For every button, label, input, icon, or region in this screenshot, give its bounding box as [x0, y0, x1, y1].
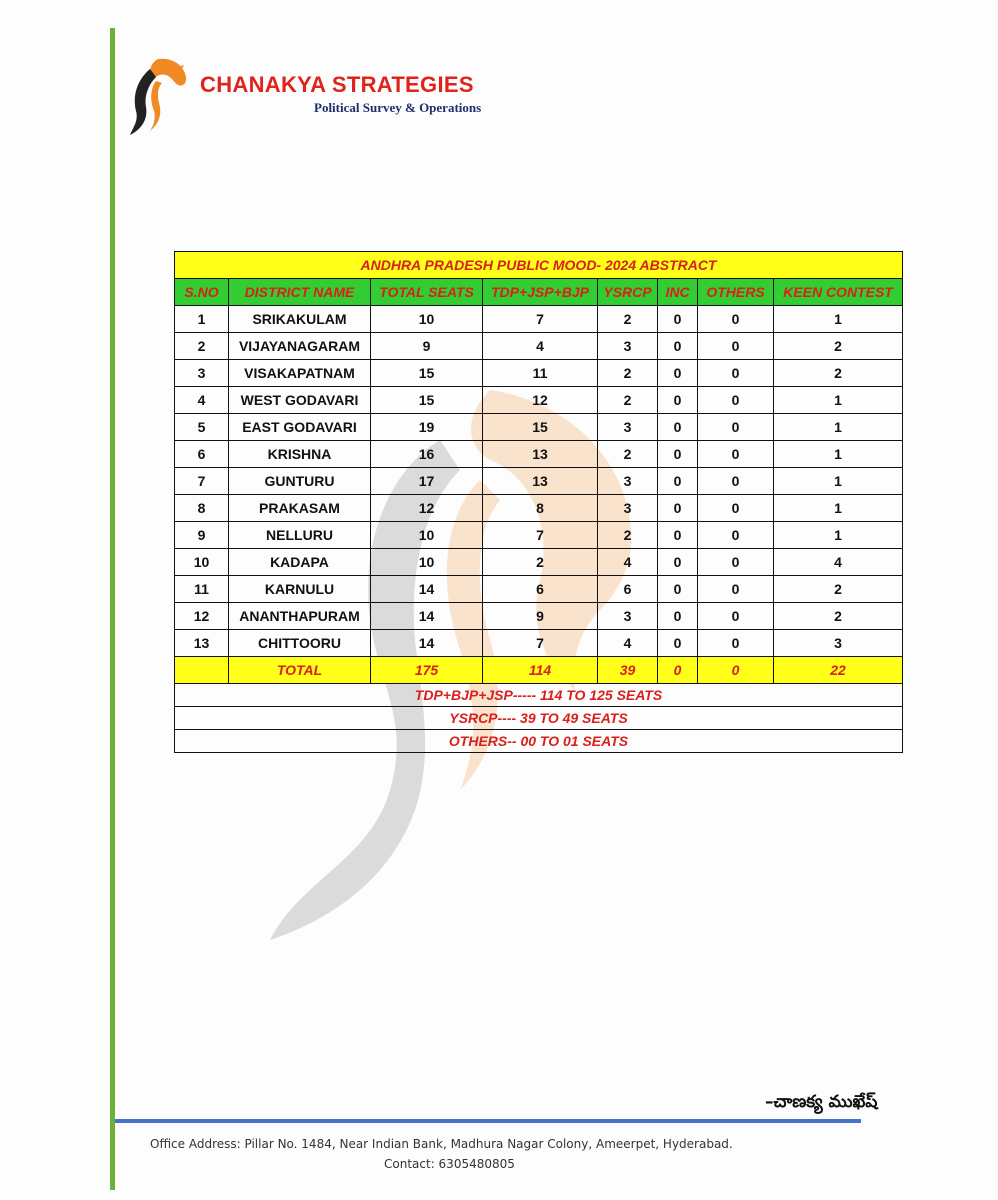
- cell-col-total-seats: 15: [371, 360, 483, 387]
- cell-col-district: SRIKAKULAM: [229, 306, 371, 333]
- table-row: [175, 360, 903, 387]
- chanakya-profile-logo-icon: [128, 55, 188, 137]
- table-row: [175, 603, 903, 630]
- cell-col-inc: 0: [658, 576, 698, 603]
- table-row: [175, 441, 903, 468]
- brand-tagline: Political Survey & Operations: [314, 100, 482, 115]
- table-row: [175, 630, 903, 657]
- cell-col-sno: 2: [175, 333, 229, 360]
- summary-row: [175, 684, 903, 707]
- cell-col-sno: 6: [175, 441, 229, 468]
- header-col-sno: S.NO: [175, 279, 229, 306]
- cell-col-sno: 4: [175, 387, 229, 414]
- brand-name: CHANAKYA STRATEGIES: [200, 72, 474, 97]
- cell-col-ysrcp: 3: [598, 495, 658, 522]
- cell-col-inc: 0: [658, 441, 698, 468]
- total-col-others: 0: [698, 657, 774, 684]
- header-col-keen-contest: KEEN CONTEST: [774, 279, 903, 306]
- cell-col-total-seats: 19: [371, 414, 483, 441]
- cell-col-sno: 11: [175, 576, 229, 603]
- cell-col-district: ANANTHAPURAM: [229, 603, 371, 630]
- table-row: [175, 306, 903, 333]
- cell-col-inc: 0: [658, 549, 698, 576]
- total-col-ysrcp: 39: [598, 657, 658, 684]
- cell-col-others: 0: [698, 603, 774, 630]
- cell-col-district: KARNULU: [229, 576, 371, 603]
- header-col-alliance: TDP+JSP+BJP: [483, 279, 598, 306]
- cell-col-alliance: 7: [483, 522, 598, 549]
- table-title: ANDHRA PRADESH PUBLIC MOOD- 2024 ABSTRACT: [175, 252, 903, 279]
- cell-col-sno: 12: [175, 603, 229, 630]
- cell-col-district: VIJAYANAGARAM: [229, 333, 371, 360]
- summary-alliance: TDP+BJP+JSP----- 114 TO 125 SEATS: [175, 684, 903, 707]
- cell-col-keen-contest: 1: [774, 387, 903, 414]
- header-col-inc: INC: [658, 279, 698, 306]
- cell-col-others: 0: [698, 522, 774, 549]
- summary-ysrcp: YSRCP---- 39 TO 49 SEATS: [175, 707, 903, 730]
- cell-col-alliance: 8: [483, 495, 598, 522]
- table-header-row: [175, 279, 903, 306]
- cell-col-ysrcp: 3: [598, 603, 658, 630]
- left-margin-rule: [110, 28, 115, 1190]
- cell-col-inc: 0: [658, 495, 698, 522]
- cell-col-alliance: 9: [483, 603, 598, 630]
- cell-col-keen-contest: 1: [774, 468, 903, 495]
- cell-col-ysrcp: 2: [598, 387, 658, 414]
- total-col-district: TOTAL: [229, 657, 371, 684]
- total-col-alliance: 114: [483, 657, 598, 684]
- cell-col-inc: 0: [658, 387, 698, 414]
- cell-col-others: 0: [698, 414, 774, 441]
- cell-col-total-seats: 10: [371, 306, 483, 333]
- cell-col-others: 0: [698, 630, 774, 657]
- cell-col-alliance: 12: [483, 387, 598, 414]
- cell-col-ysrcp: 2: [598, 441, 658, 468]
- cell-col-total-seats: 12: [371, 495, 483, 522]
- cell-col-total-seats: 14: [371, 603, 483, 630]
- cell-col-district: NELLURU: [229, 522, 371, 549]
- header-col-others: OTHERS: [698, 279, 774, 306]
- cell-col-district: WEST GODAVARI: [229, 387, 371, 414]
- table-row: [175, 522, 903, 549]
- cell-col-total-seats: 15: [371, 387, 483, 414]
- cell-col-others: 0: [698, 387, 774, 414]
- cell-col-total-seats: 14: [371, 576, 483, 603]
- table-row: [175, 468, 903, 495]
- cell-col-alliance: 4: [483, 333, 598, 360]
- office-address: Office Address: Pillar No. 1484, Near Indian Bank, Madhura Nagar Colony, Ameerpet, Hyderabad.: [150, 1137, 733, 1151]
- cell-col-sno: 1: [175, 306, 229, 333]
- footer-rule: [115, 1119, 861, 1123]
- cell-col-inc: 0: [658, 333, 698, 360]
- cell-col-district: PRAKASAM: [229, 495, 371, 522]
- summary-row: [175, 707, 903, 730]
- cell-col-inc: 0: [658, 306, 698, 333]
- total-col-sno: [175, 657, 229, 684]
- cell-col-alliance: 2: [483, 549, 598, 576]
- cell-col-alliance: 6: [483, 576, 598, 603]
- cell-col-alliance: 7: [483, 630, 598, 657]
- cell-col-others: 0: [698, 549, 774, 576]
- cell-col-alliance: 7: [483, 306, 598, 333]
- cell-col-ysrcp: 3: [598, 414, 658, 441]
- cell-col-others: 0: [698, 576, 774, 603]
- table-total-row: [175, 657, 903, 684]
- cell-col-district: GUNTURU: [229, 468, 371, 495]
- cell-col-sno: 10: [175, 549, 229, 576]
- cell-col-alliance: 11: [483, 360, 598, 387]
- cell-col-keen-contest: 1: [774, 522, 903, 549]
- cell-col-district: VISAKAPATNAM: [229, 360, 371, 387]
- cell-col-inc: 0: [658, 630, 698, 657]
- cell-col-district: KADAPA: [229, 549, 371, 576]
- cell-col-keen-contest: 2: [774, 360, 903, 387]
- header-col-district: DISTRICT NAME: [229, 279, 371, 306]
- cell-col-others: 0: [698, 441, 774, 468]
- cell-col-ysrcp: 2: [598, 360, 658, 387]
- cell-col-keen-contest: 1: [774, 306, 903, 333]
- cell-col-keen-contest: 3: [774, 630, 903, 657]
- cell-col-inc: 0: [658, 603, 698, 630]
- cell-col-others: 0: [698, 468, 774, 495]
- table-row: [175, 414, 903, 441]
- seat-projection-table: [174, 251, 903, 753]
- cell-col-total-seats: 17: [371, 468, 483, 495]
- cell-col-total-seats: 10: [371, 549, 483, 576]
- cell-col-keen-contest: 2: [774, 333, 903, 360]
- cell-col-ysrcp: 6: [598, 576, 658, 603]
- cell-col-alliance: 13: [483, 441, 598, 468]
- table-title-row: [175, 252, 903, 279]
- cell-col-ysrcp: 2: [598, 306, 658, 333]
- summary-row: [175, 730, 903, 753]
- table-row: [175, 333, 903, 360]
- cell-col-total-seats: 16: [371, 441, 483, 468]
- cell-col-ysrcp: 2: [598, 522, 658, 549]
- cell-col-others: 0: [698, 495, 774, 522]
- cell-col-total-seats: 9: [371, 333, 483, 360]
- summary-others: OTHERS-- 00 TO 01 SEATS: [175, 730, 903, 753]
- cell-col-sno: 13: [175, 630, 229, 657]
- table-row: [175, 576, 903, 603]
- cell-col-district: CHITTOORU: [229, 630, 371, 657]
- cell-col-ysrcp: 3: [598, 468, 658, 495]
- cell-col-sno: 7: [175, 468, 229, 495]
- table-row: [175, 387, 903, 414]
- cell-col-sno: 5: [175, 414, 229, 441]
- cell-col-inc: 0: [658, 360, 698, 387]
- cell-col-keen-contest: 1: [774, 495, 903, 522]
- cell-col-ysrcp: 4: [598, 630, 658, 657]
- cell-col-others: 0: [698, 360, 774, 387]
- cell-col-keen-contest: 2: [774, 603, 903, 630]
- cell-col-keen-contest: 1: [774, 441, 903, 468]
- cell-col-sno: 3: [175, 360, 229, 387]
- cell-col-others: 0: [698, 306, 774, 333]
- cell-col-ysrcp: 4: [598, 549, 658, 576]
- cell-col-sno: 8: [175, 495, 229, 522]
- cell-col-total-seats: 14: [371, 630, 483, 657]
- header-col-total-seats: TOTAL SEATS: [371, 279, 483, 306]
- contact-number: Contact: 6305480805: [384, 1157, 515, 1171]
- cell-col-inc: 0: [658, 468, 698, 495]
- cell-col-alliance: 15: [483, 414, 598, 441]
- cell-col-inc: 0: [658, 522, 698, 549]
- cell-col-ysrcp: 3: [598, 333, 658, 360]
- cell-col-keen-contest: 2: [774, 576, 903, 603]
- header-col-ysrcp: YSRCP: [598, 279, 658, 306]
- cell-col-alliance: 13: [483, 468, 598, 495]
- cell-col-district: KRISHNA: [229, 441, 371, 468]
- signature: –చాణక్య ముఖేష్: [765, 1092, 878, 1112]
- cell-col-total-seats: 10: [371, 522, 483, 549]
- total-col-inc: 0: [658, 657, 698, 684]
- cell-col-keen-contest: 1: [774, 414, 903, 441]
- cell-col-sno: 9: [175, 522, 229, 549]
- total-col-keen-contest: 22: [774, 657, 903, 684]
- table-row: [175, 495, 903, 522]
- cell-col-inc: 0: [658, 414, 698, 441]
- cell-col-district: EAST GODAVARI: [229, 414, 371, 441]
- cell-col-others: 0: [698, 333, 774, 360]
- cell-col-keen-contest: 4: [774, 549, 903, 576]
- total-col-total-seats: 175: [371, 657, 483, 684]
- table-row: [175, 549, 903, 576]
